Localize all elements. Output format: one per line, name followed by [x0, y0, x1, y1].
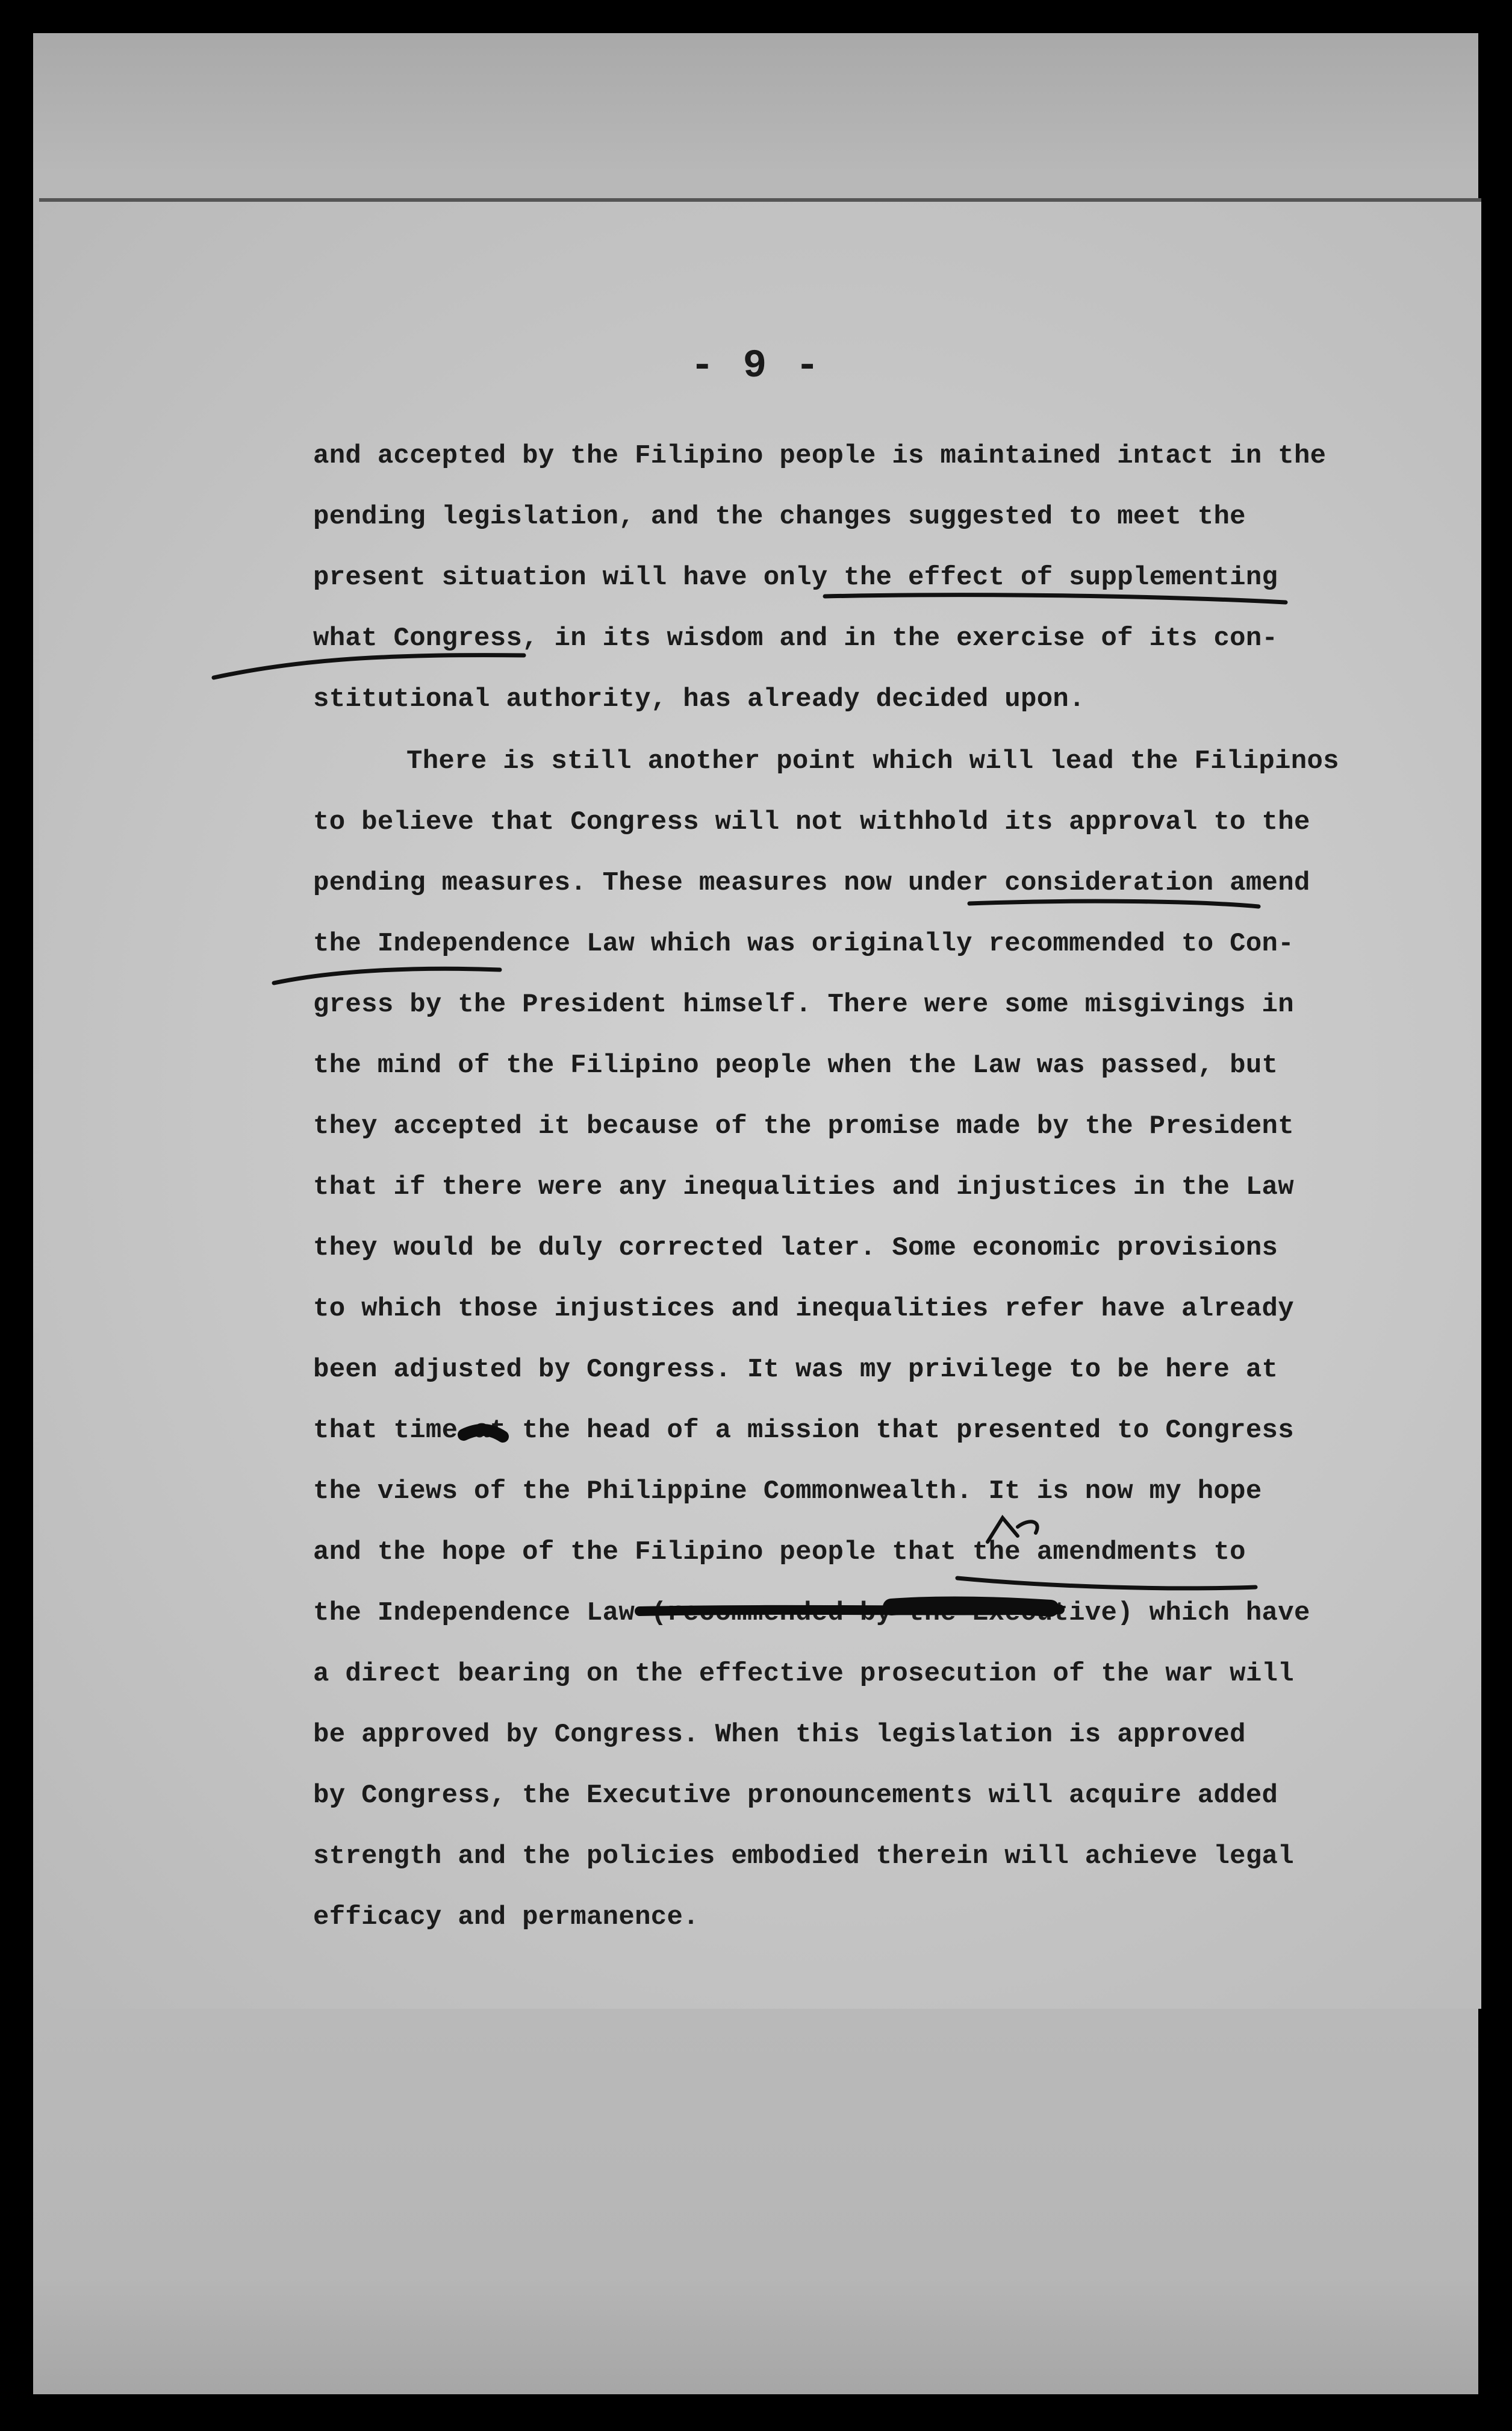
text-line: they accepted it because of the promise made by the President: [313, 1111, 1294, 1141]
text-line: be approved by Congress. When this legislation is approved: [313, 1720, 1246, 1750]
text-line: been adjusted by Congress. It was my privilege to be here at: [313, 1355, 1278, 1385]
text-line: pending legislation, and the changes suggested to meet the: [313, 502, 1246, 532]
text-line: pending measures. These measures now under consideration amend: [313, 868, 1310, 898]
text-line: strength and the policies embodied therein will achieve legal: [313, 1841, 1294, 1871]
text-line: present situation will have only the effect of supplementing: [313, 563, 1278, 593]
text-line: the Independence Law (recommended by the Executive) which have: [313, 1598, 1310, 1628]
text-line: the views of the Philippine Commonwealth. It is now my hope: [313, 1476, 1262, 1506]
text-line: stitutional authority, has already decided upon.: [313, 684, 1085, 714]
text-line: what Congress, in its wisdom and in the exercise of its con-: [313, 623, 1278, 654]
page-number: - 9 -: [690, 343, 822, 389]
text-line: they would be duly corrected later. Some economic provisions: [313, 1233, 1278, 1263]
text-line: There is still another point which will lead the Filipinos: [406, 746, 1339, 776]
text-line: that if there were any inequalities and injustices in the Law: [313, 1172, 1294, 1202]
text-line: the mind of the Filipino people when the Law was passed, but: [313, 1050, 1278, 1081]
text-line: the Independence Law which was originally recommended to Con-: [313, 929, 1294, 959]
text-line: to believe that Congress will not withhold its approval to the: [313, 807, 1310, 837]
paragraph-2: [313, 731, 1337, 1948]
text-line: to which those injustices and inequalities refer have already: [313, 1294, 1294, 1324]
text-line: that time at the head of a mission that presented to Congress: [313, 1415, 1294, 1446]
text-line: efficacy and permanence.: [313, 1902, 699, 1932]
text-line: and the hope of the Filipino people that the amendments to: [313, 1537, 1246, 1567]
text-line: a direct bearing on the effective prosecution of the war will: [313, 1659, 1294, 1689]
paragraph-1: [313, 426, 1337, 730]
text-line: gress by the President himself. There were some misgivings in: [313, 990, 1294, 1020]
text-line: and accepted by the Filipino people is maintained intact in the: [313, 441, 1327, 471]
text-line: by Congress, the Executive pronouncements will acquire added: [313, 1780, 1278, 1811]
